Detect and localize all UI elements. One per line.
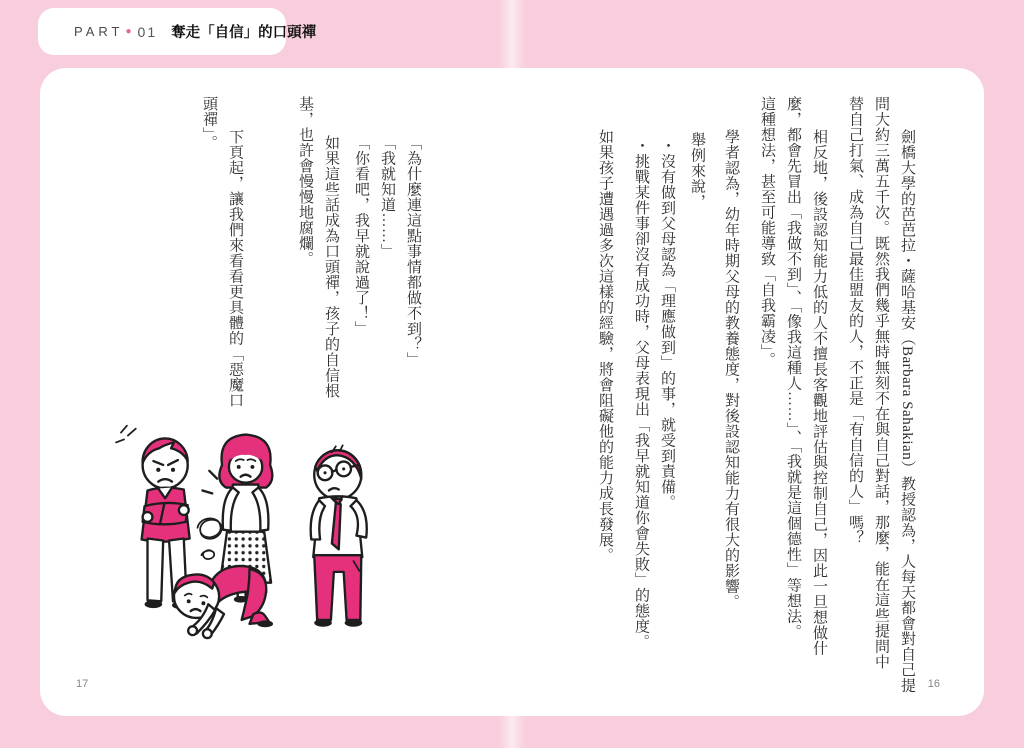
text-column: 下頁起，讓我們來看看更具體的「惡魔口 (227, 129, 243, 408)
text-column: ・沒有做到父母認為「理應做到」的事，就受到責備。 (659, 138, 675, 510)
page-number-right: 16 (927, 678, 940, 690)
right-page-text (592, 96, 920, 693)
family-illustration (102, 412, 397, 667)
text-column: 替自己打氣、成為自己最佳盟友的人，不正是「有自信的人」嗎？ (847, 96, 863, 546)
text-column: 「我就知道……」 (379, 135, 395, 259)
chapter-title: 奪走「自信」的口頭禪 (171, 25, 317, 41)
text-column: 如果孩子遭遇過多次這樣的經驗，將會阻礙他的能力成長發展。 (597, 129, 613, 563)
part-label: PART (74, 24, 124, 39)
dejected-child-figure (174, 566, 273, 638)
text-column: 「你看吧，我早就說過了！」 (353, 135, 369, 337)
troubled-father-glasses-figure (311, 445, 367, 626)
text-column: 如果這些話成為口頭禪，孩子的自信根 (323, 135, 339, 399)
part-dot-icon: ● (125, 25, 132, 37)
part-number: 01 (137, 23, 158, 40)
text-column: 相反地，後設認知能力低的人不擅長客觀地評估與控制自己，因此一旦想做什 (811, 129, 827, 656)
chapter-header (38, 8, 317, 55)
text-column: 這種想法，甚至可能導致「自我霸凌」。 (759, 96, 775, 368)
text-column: 麼，都會先冒出「我做不到」、「像我這種人……」、「我就是這個德性」等想法。 (785, 96, 801, 640)
text-column: 劍橋大學的芭芭拉・薩哈基安（Barbara Sahakian）教授認為，人每天都會對自己提 (899, 129, 915, 693)
text-column: 「為什麼連這點事情都做不到？」 (405, 135, 421, 368)
anger-mark (116, 426, 136, 443)
page-content-area (40, 68, 984, 716)
speech-emphasis-lines (202, 471, 217, 494)
text-column: ・挑戰某件事卻沒有成功時，父母表現出「我早就知道你會失敗」的態度。 (633, 138, 649, 650)
text-column: 學者認為，幼年時期父母的教養態度，對後設認知能力有很大的影響。 (723, 129, 739, 610)
text-column: 舉例來說， (689, 132, 705, 210)
text-column: 基，也許會慢慢地腐爛。 (297, 96, 313, 267)
scribble-tangle (198, 518, 222, 559)
text-column: 頭禪」。 (201, 96, 217, 151)
text-column: 問大約三萬五千次。既然我們幾乎無時無刻不在與自己對話，那麼，能在這些提問中 (873, 96, 889, 670)
page-number-left: 17 (76, 678, 89, 690)
